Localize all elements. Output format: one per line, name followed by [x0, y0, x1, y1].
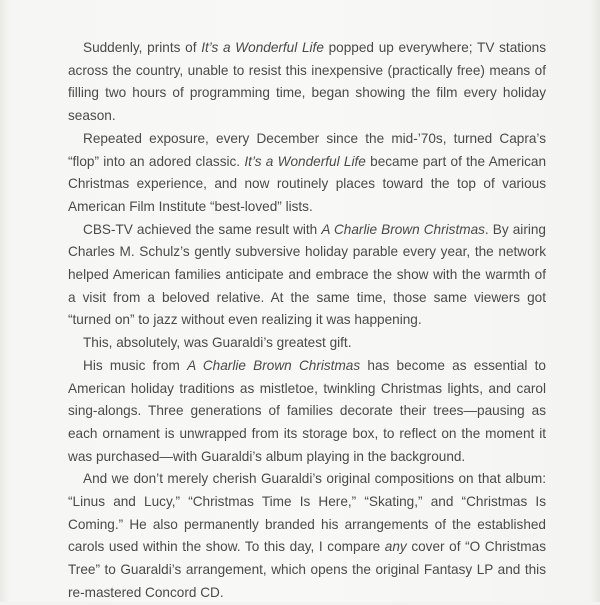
text-run: has become as essential to American holiday traditions as mistletoe, twinkling Christmas lights, and carol sing-alongs. Three generations of families decorate their trees—pausing as each ornament is unwrapped from its storage box, to reflect on the moment it was purchased—with Guaraldi’s album playing in the background. [68, 357, 546, 464]
paragraph [68, 468, 546, 604]
text-run: And we don’t merely cherish Guaraldi’s original compositions on that album: “Linus and Lucy,” “Christmas Time Is Here,” “Skating,” and “Christmas Is Coming.” He also permanently branded his arrangements of the established carols used within the show. To this day, I compare [68, 471, 546, 555]
paragraph [68, 355, 546, 469]
italic-title: A Charlie Brown Christmas [321, 221, 485, 237]
text-run: . By airing Charles M. Schulz’s gently subversive holiday parable every year, the network helped American families anticipate and embrace the show with the warmth of a visit from a beloved relative. At the same time, those same viewers got “turned on” to jazz without even realizing it was happening. [68, 221, 546, 328]
paragraph [68, 219, 546, 333]
text-run: This, absolutely, was Guaraldi’s greatest gift. [83, 335, 352, 351]
paragraph [68, 332, 546, 355]
italic-title: It’s a Wonderful Life [244, 153, 366, 169]
text-run: Repeated exposure, every December since the mid-’70s, turned Capra’s “flop” into an adored classic. [68, 130, 546, 169]
text-run: became part of the American Christmas experience, and now routinely places toward the top of various American Film Institute “best-loved” lists. [68, 153, 547, 214]
paragraph [68, 128, 546, 219]
italic-title: A Charlie Brown Christmas [187, 357, 361, 373]
text-run: cover of “O Christmas Tree” to Guaraldi’s arrangement, which opens the original Fantasy LP and this re-mastered Concord CD. [68, 539, 546, 600]
text-run: His music from [83, 357, 188, 373]
italic-title: any [384, 539, 407, 555]
italic-title: It’s a Wonderful Life [201, 40, 324, 55]
text-run: popped up everywhere; TV stations across the country, unable to resist this inexpensive (practically free) means of filling two hours of programming time, began showing the film every holiday season. [68, 40, 546, 124]
text-run: CBS-TV achieved the same result with [83, 221, 322, 237]
text-run: Suddenly, prints of [83, 40, 202, 55]
body-text [68, 37, 546, 605]
paragraph [68, 37, 546, 128]
